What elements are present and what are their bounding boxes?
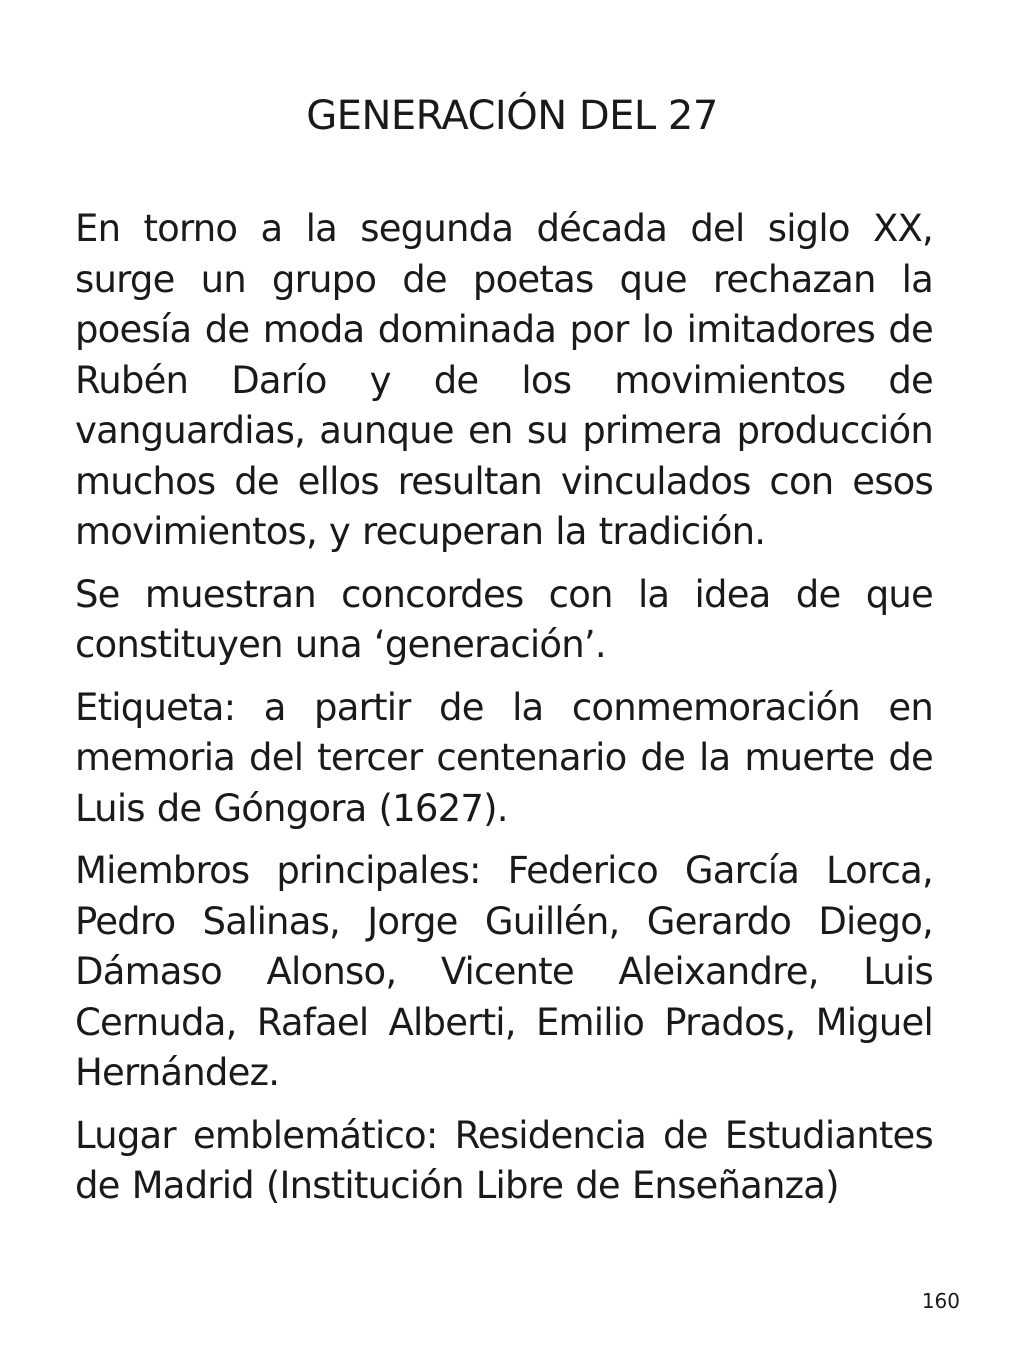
paragraph-members: Miembros principales: Federico García Lorca, Pedro Salinas, Jorge Guillén, Gerardo Diego, Dámaso Alonso, Vicente Aleixandre, Luis Cernuda, Rafael Alberti, Emilio Prados, Miguel Hernández. (75, 849, 933, 1094)
paragraph-generation: Se muestran concordes con la idea de que constituyen una ‘generación’. (75, 572, 933, 666)
paragraph-label: Etiqueta: a partir de la conmemoración en memoria del tercer centenario de la muerte de Luis de Góngora (1627). (75, 685, 933, 830)
paragraph-place: Lugar emblemático: Residencia de Estudiantes de Madrid (Institución Libre de Enseñanza) (75, 1113, 933, 1207)
page-number: 160 (921, 1289, 960, 1313)
body-text (75, 204, 933, 1224)
paragraph-intro: En torno a la segunda década del siglo XX, surge un grupo de poetas que rechazan la poesía de moda dominada por lo imitadores de Rubén Darío y de los movimientos de vanguardias, aunque en su primera producción muchos de ellos resultan vinculados con esos movimientos, y recuperan la tradición. (75, 207, 933, 553)
page-title: GENERACIÓN DEL 27 (306, 93, 718, 139)
